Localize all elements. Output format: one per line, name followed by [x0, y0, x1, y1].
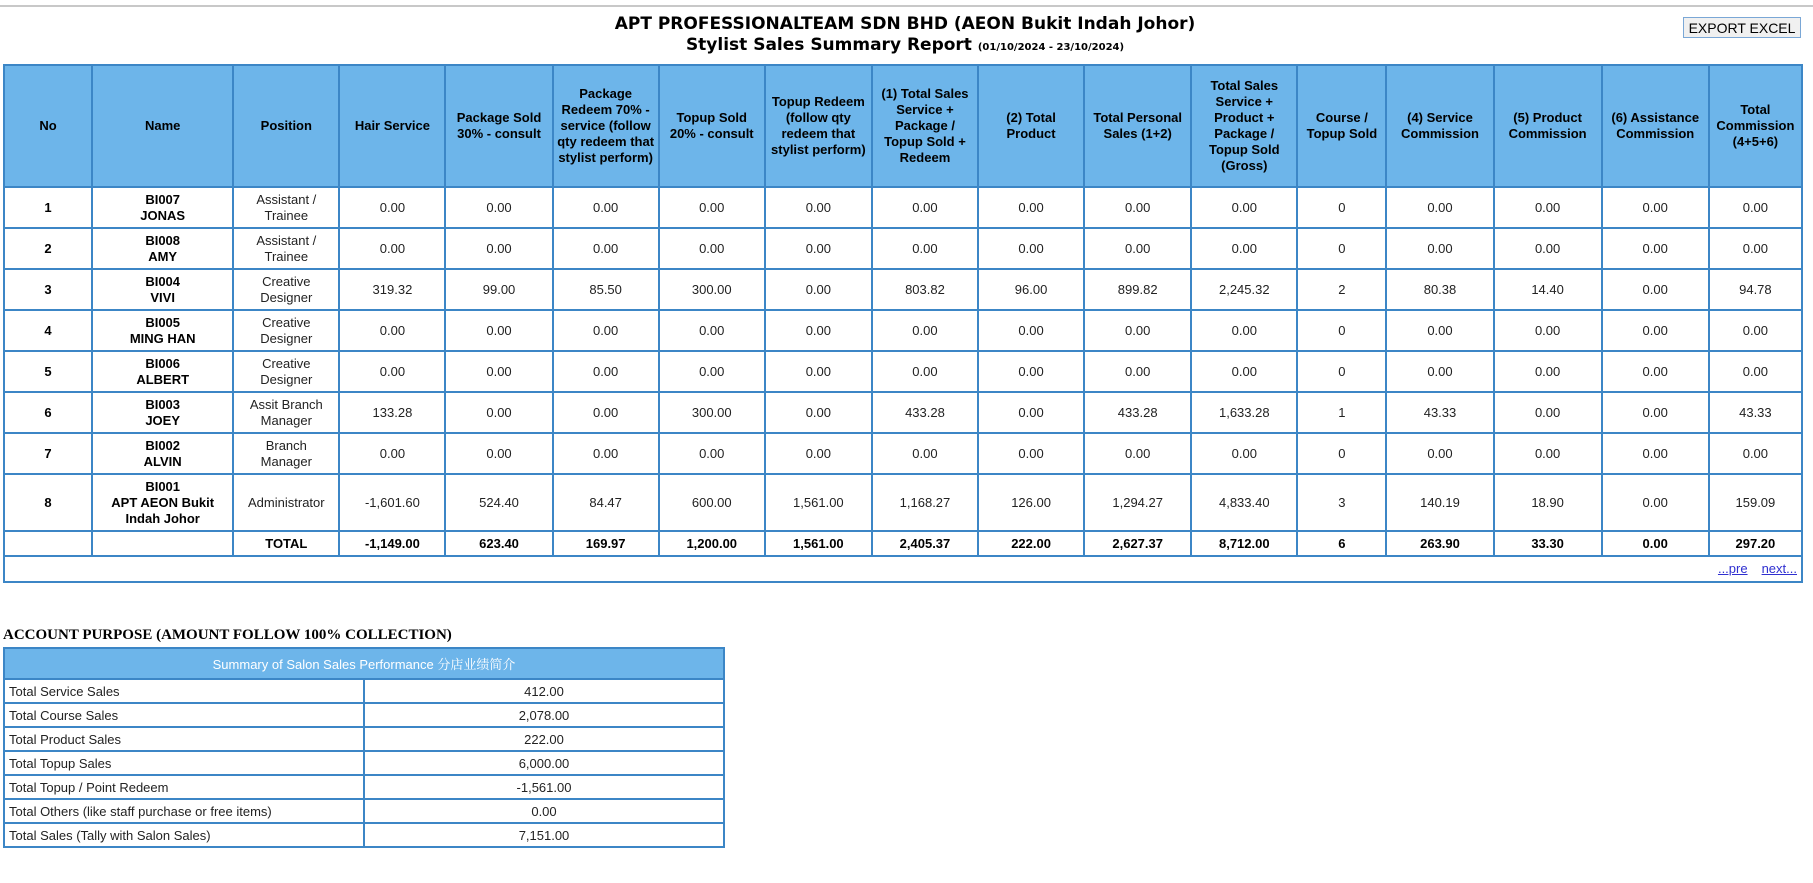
column-header: No [4, 65, 92, 187]
value-cell: 300.00 [659, 392, 765, 433]
value-cell: 0.00 [1602, 474, 1709, 531]
value-cell: 0.00 [445, 310, 552, 351]
value-cell: 0.00 [553, 433, 659, 474]
value-cell: 0.00 [1191, 433, 1297, 474]
report-header [440, 14, 1370, 58]
summary-label: Total Product Sales [4, 727, 364, 751]
value-cell: 0.00 [1494, 228, 1602, 269]
summary-label: Total Course Sales [4, 703, 364, 727]
summary-row [4, 679, 724, 703]
value-cell: 899.82 [1084, 269, 1191, 310]
summary-row [4, 799, 724, 823]
staff-name-cell [92, 392, 233, 433]
staff-name: AMY [148, 248, 178, 264]
total-value: 2,405.37 [872, 531, 978, 556]
staff-name-cell [92, 474, 233, 531]
value-cell: 80.38 [1386, 269, 1493, 310]
staff-code: BI002 [145, 437, 181, 453]
total-value: 0.00 [1602, 531, 1709, 556]
export-excel-button[interactable]: EXPORT EXCEL [1683, 17, 1801, 38]
report-title [440, 35, 1370, 58]
total-value: 169.97 [553, 531, 659, 556]
value-cell: 0.00 [553, 228, 659, 269]
value-cell: 0.00 [1602, 310, 1709, 351]
value-cell: 0 [1297, 187, 1386, 228]
row-number: 1 [4, 187, 92, 228]
column-header: (4) Service Commission [1386, 65, 1493, 187]
position-cell: Assistant / Trainee [233, 187, 339, 228]
column-header: (2) Total Product [978, 65, 1084, 187]
column-header: Hair Service [339, 65, 445, 187]
total-value: 2,627.37 [1084, 531, 1191, 556]
value-cell: 0.00 [978, 228, 1084, 269]
value-cell: 0.00 [978, 310, 1084, 351]
column-header: (1) Total Sales Service + Package / Topup Sold + Redeem [872, 65, 978, 187]
prev-page-link[interactable]: ...pre [1717, 561, 1748, 576]
table-row [4, 228, 1802, 269]
total-value: 297.20 [1709, 531, 1802, 556]
staff-name: VIVI [150, 289, 175, 305]
staff-name-cell [92, 187, 233, 228]
value-cell: 1 [1297, 392, 1386, 433]
value-cell: 0.00 [1191, 228, 1297, 269]
summary-label: Total Service Sales [4, 679, 364, 703]
value-cell: 0.00 [1602, 269, 1709, 310]
total-value: 263.90 [1386, 531, 1493, 556]
value-cell: 3 [1297, 474, 1386, 531]
value-cell: 0.00 [553, 187, 659, 228]
value-cell: 0 [1297, 228, 1386, 269]
column-header: Total Personal Sales (1+2) [1084, 65, 1191, 187]
value-cell: 0.00 [1386, 310, 1493, 351]
empty-cell [92, 531, 233, 556]
value-cell: 0.00 [445, 351, 552, 392]
value-cell: 0.00 [1386, 351, 1493, 392]
value-cell: 0.00 [1602, 228, 1709, 269]
staff-code: BI004 [145, 273, 181, 289]
value-cell: 0.00 [1709, 351, 1802, 392]
value-cell: 0.00 [659, 351, 765, 392]
date-range: (01/10/2024 - 23/10/2024) [977, 42, 1125, 53]
table-row [4, 187, 1802, 228]
summary-label: Total Topup Sales [4, 751, 364, 775]
value-cell: 99.00 [445, 269, 552, 310]
value-cell: 96.00 [978, 269, 1084, 310]
summary-value: -1,561.00 [364, 775, 724, 799]
value-cell: 1,561.00 [765, 474, 872, 531]
value-cell: 803.82 [872, 269, 978, 310]
column-header: Topup Sold 20% - consult [659, 65, 765, 187]
value-cell: 0.00 [1709, 228, 1802, 269]
value-cell: 43.33 [1386, 392, 1493, 433]
position-cell: Assit Branch Manager [233, 392, 339, 433]
total-value: 623.40 [445, 531, 552, 556]
value-cell: 0.00 [1191, 310, 1297, 351]
staff-code: BI001 [145, 478, 181, 494]
value-cell: 140.19 [1386, 474, 1493, 531]
value-cell: 0.00 [1709, 433, 1802, 474]
staff-code: BI005 [145, 314, 181, 330]
summary-row [4, 727, 724, 751]
value-cell: 319.32 [339, 269, 445, 310]
value-cell: 0.00 [1494, 351, 1602, 392]
total-value: 1,200.00 [659, 531, 765, 556]
value-cell: 0.00 [553, 310, 659, 351]
summary-header: Summary of Salon Sales Performance 分店业绩简介 [4, 648, 724, 679]
position-cell: Creative Designer [233, 310, 339, 351]
value-cell: 4,833.40 [1191, 474, 1297, 531]
staff-name: JONAS [140, 207, 186, 223]
value-cell: 0.00 [978, 187, 1084, 228]
row-number: 7 [4, 433, 92, 474]
value-cell: 300.00 [659, 269, 765, 310]
column-header: (6) Assistance Commission [1602, 65, 1709, 187]
row-number: 2 [4, 228, 92, 269]
empty-cell [4, 531, 92, 556]
value-cell: 94.78 [1709, 269, 1802, 310]
value-cell: 0.00 [1386, 187, 1493, 228]
column-header: Position [233, 65, 339, 187]
row-number: 3 [4, 269, 92, 310]
staff-code: BI006 [145, 355, 181, 371]
value-cell: 0.00 [1602, 433, 1709, 474]
value-cell: 0.00 [339, 310, 445, 351]
value-cell: 126.00 [978, 474, 1084, 531]
value-cell: 0.00 [339, 228, 445, 269]
value-cell: 0.00 [765, 269, 872, 310]
total-label: TOTAL [233, 531, 339, 556]
value-cell: 0.00 [659, 310, 765, 351]
value-cell: 84.47 [553, 474, 659, 531]
table-row [4, 351, 1802, 392]
value-cell: 85.50 [553, 269, 659, 310]
summary-row [4, 823, 724, 847]
value-cell: 433.28 [1084, 392, 1191, 433]
total-row [4, 531, 1802, 556]
column-header: Name [92, 65, 233, 187]
column-header: Total Sales Service + Product + Package / Topup Sold (Gross) [1191, 65, 1297, 187]
value-cell: 0.00 [978, 392, 1084, 433]
value-cell: 0.00 [659, 228, 765, 269]
summary-value: 7,151.00 [364, 823, 724, 847]
column-header: Course / Topup Sold [1297, 65, 1386, 187]
position-cell: Creative Designer [233, 351, 339, 392]
value-cell: 0.00 [339, 433, 445, 474]
value-cell: 159.09 [1709, 474, 1802, 531]
value-cell: 0.00 [1084, 433, 1191, 474]
value-cell: 0.00 [1602, 392, 1709, 433]
value-cell: 18.90 [1494, 474, 1602, 531]
column-header: Topup Redeem (follow qty redeem that stylist perform) [765, 65, 872, 187]
pagination [4, 556, 1802, 582]
value-cell: 0.00 [1084, 351, 1191, 392]
value-cell: 0.00 [1386, 228, 1493, 269]
value-cell: 0.00 [1602, 351, 1709, 392]
value-cell: 0.00 [445, 187, 552, 228]
staff-name: ALVIN [143, 453, 182, 469]
summary-value: 0.00 [364, 799, 724, 823]
value-cell: 0.00 [872, 433, 978, 474]
summary-label: Total Others (like staff purchase or free items) [4, 799, 364, 823]
staff-name: JOEY [145, 412, 181, 428]
table-row [4, 433, 1802, 474]
value-cell: 0.00 [1191, 187, 1297, 228]
value-cell: 0.00 [339, 187, 445, 228]
staff-name: MING HAN [129, 330, 196, 346]
value-cell: 0.00 [659, 433, 765, 474]
summary-value: 6,000.00 [364, 751, 724, 775]
value-cell: -1,601.60 [339, 474, 445, 531]
value-cell: 1,294.27 [1084, 474, 1191, 531]
table-row [4, 392, 1802, 433]
value-cell: 0.00 [553, 351, 659, 392]
value-cell: 0.00 [765, 187, 872, 228]
value-cell: 1,168.27 [872, 474, 978, 531]
position-cell: Creative Designer [233, 269, 339, 310]
staff-name-cell [92, 351, 233, 392]
value-cell: 524.40 [445, 474, 552, 531]
table-row [4, 474, 1802, 531]
pagination-row [4, 556, 1802, 582]
table-row [4, 269, 1802, 310]
staff-name: ALBERT [136, 371, 190, 387]
value-cell: 133.28 [339, 392, 445, 433]
value-cell: 2 [1297, 269, 1386, 310]
value-cell: 0.00 [978, 351, 1084, 392]
value-cell: 0 [1297, 310, 1386, 351]
value-cell: 0.00 [1494, 187, 1602, 228]
value-cell: 0.00 [872, 351, 978, 392]
staff-name-cell [92, 269, 233, 310]
value-cell: 0.00 [445, 392, 552, 433]
value-cell: 0.00 [445, 228, 552, 269]
total-value: 222.00 [978, 531, 1084, 556]
value-cell: 0.00 [1084, 187, 1191, 228]
value-cell: 0.00 [1602, 187, 1709, 228]
column-header: (5) Product Commission [1494, 65, 1602, 187]
summary-label: Total Topup / Point Redeem [4, 775, 364, 799]
value-cell: 0.00 [1494, 433, 1602, 474]
report-title-text: Stylist Sales Summary Report [685, 35, 972, 55]
value-cell: 0.00 [872, 228, 978, 269]
column-header: Total Commission (4+5+6) [1709, 65, 1802, 187]
next-page-link[interactable]: next... [1761, 561, 1797, 576]
summary-row [4, 703, 724, 727]
total-value: 33.30 [1494, 531, 1602, 556]
summary-value: 2,078.00 [364, 703, 724, 727]
column-header: Package Sold 30% - consult [445, 65, 552, 187]
value-cell: 0.00 [765, 433, 872, 474]
value-cell: 2,245.32 [1191, 269, 1297, 310]
value-cell: 0.00 [1191, 351, 1297, 392]
column-header: Package Redeem 70% - service (follow qty redeem that stylist perform) [553, 65, 659, 187]
value-cell: 0.00 [1494, 392, 1602, 433]
total-value: -1,149.00 [339, 531, 445, 556]
value-cell: 0.00 [1709, 310, 1802, 351]
position-cell: Branch Manager [233, 433, 339, 474]
value-cell: 0 [1297, 351, 1386, 392]
value-cell: 0.00 [339, 351, 445, 392]
value-cell: 0.00 [765, 310, 872, 351]
summary-row [4, 775, 724, 799]
value-cell: 0.00 [1386, 433, 1493, 474]
summary-value: 412.00 [364, 679, 724, 703]
row-number: 6 [4, 392, 92, 433]
staff-name-cell [92, 310, 233, 351]
table-header-row [4, 65, 1802, 187]
account-purpose-title: ACCOUNT PURPOSE (AMOUNT FOLLOW 100% COLLECTION) [3, 627, 452, 643]
total-value: 6 [1297, 531, 1386, 556]
value-cell: 0.00 [1494, 310, 1602, 351]
row-number: 4 [4, 310, 92, 351]
company-title: APT PROFESSIONALTEAM SDN BHD (AEON Bukit Indah Johor) [614, 14, 1196, 34]
value-cell: 43.33 [1709, 392, 1802, 433]
row-number: 5 [4, 351, 92, 392]
value-cell: 0 [1297, 433, 1386, 474]
staff-name-cell [92, 433, 233, 474]
summary-value: 222.00 [364, 727, 724, 751]
value-cell: 0.00 [1709, 187, 1802, 228]
value-cell: 0.00 [978, 433, 1084, 474]
stylist-sales-table [3, 64, 1803, 583]
value-cell: 0.00 [872, 187, 978, 228]
value-cell: 600.00 [659, 474, 765, 531]
value-cell: 0.00 [1084, 228, 1191, 269]
top-divider [0, 5, 1813, 7]
summary-label: Total Sales (Tally with Salon Sales) [4, 823, 364, 847]
salon-summary-table [3, 647, 725, 848]
value-cell: 0.00 [445, 433, 552, 474]
value-cell: 0.00 [1084, 310, 1191, 351]
table-row [4, 310, 1802, 351]
position-cell: Administrator [233, 474, 339, 531]
value-cell: 0.00 [872, 310, 978, 351]
total-value: 8,712.00 [1191, 531, 1297, 556]
position-cell: Assistant / Trainee [233, 228, 339, 269]
value-cell: 0.00 [553, 392, 659, 433]
value-cell: 433.28 [872, 392, 978, 433]
staff-name: APT AEON Bukit Indah Johor [111, 494, 215, 526]
value-cell: 0.00 [765, 392, 872, 433]
value-cell: 0.00 [659, 187, 765, 228]
total-value: 1,561.00 [765, 531, 872, 556]
staff-code: BI003 [145, 396, 181, 412]
value-cell: 0.00 [765, 351, 872, 392]
value-cell: 0.00 [765, 228, 872, 269]
row-number: 8 [4, 474, 92, 531]
summary-row [4, 751, 724, 775]
value-cell: 1,633.28 [1191, 392, 1297, 433]
value-cell: 14.40 [1494, 269, 1602, 310]
staff-code: BI008 [145, 232, 181, 248]
staff-code: BI007 [145, 191, 181, 207]
staff-name-cell [92, 228, 233, 269]
